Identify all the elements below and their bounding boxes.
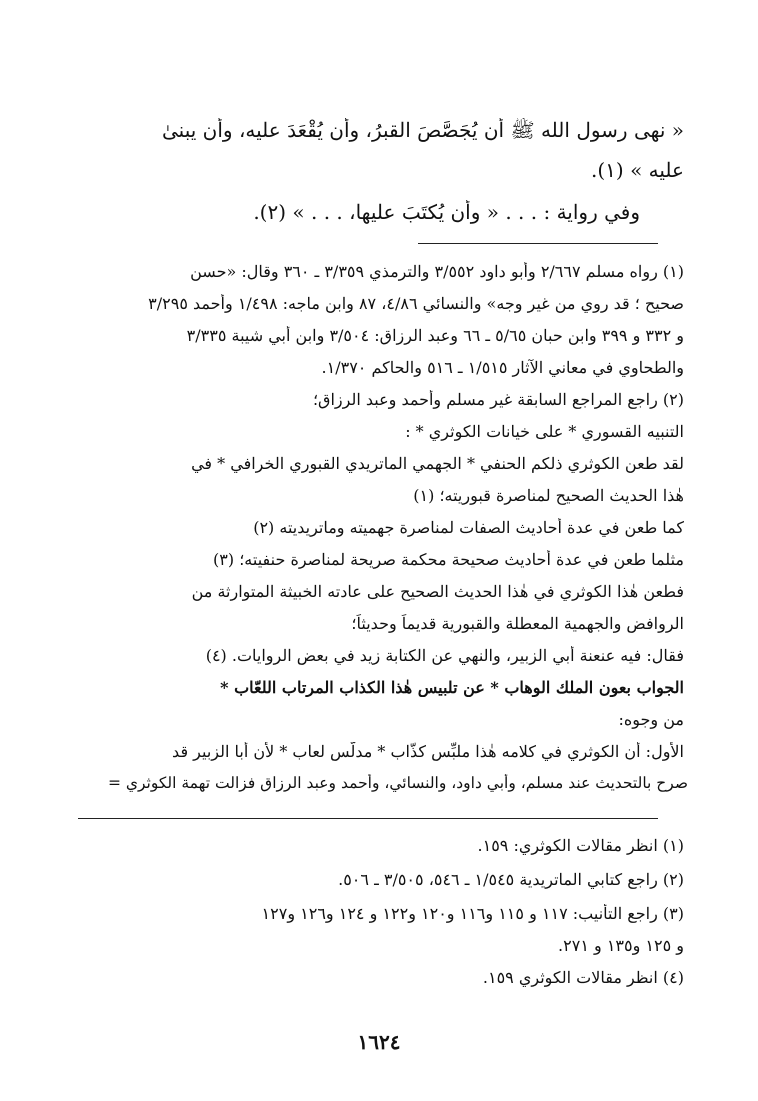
footnote-lower-3-line-1: (٣) راجع التأنيب: ١١٧ و ١١٥ و١١٦ و١٢٠ و١٢٢ و ١٢٤ و١٢٦ و١٢٧ — [261, 904, 684, 923]
main-text-line-2: عليه » (١). — [591, 158, 684, 182]
page-number: ١٦٢٤ — [357, 1030, 401, 1054]
footnote-lower-1: (١) انظر مقالات الكوثري: ١٥٩. — [477, 836, 684, 855]
footnote-separator-lower — [78, 818, 658, 819]
footnote-2-line-9: فقال: فيه عنعنة أبي الزبير، والنهي عن الكتابة زيد في بعض الروايات. (٤) — [205, 646, 684, 665]
footnote-lower-3-line-2: و ١٢٥ و١٣٥ و ٢٧١. — [558, 936, 684, 955]
footnote-separator-upper — [418, 243, 658, 244]
footnote-1-line-2: صحيح ؛ قد روي من غير وجه» والنسائي ٤/٨٦، ٨٧ وابن ماجه: ١/٤٩٨ وأحمد ٣/٢٩٥ — [148, 294, 684, 313]
footnote-1-line-3: و ٣٣٢ و ٣٩٩ وابن حبان ٥/٦٥ ـ ٦٦ وعبد الرزاق: ٣/٥٠٤ وابن أبي شيبة ٣/٣٣٥ — [186, 326, 684, 345]
footnote-2-heading: التنبيه القسوري * على خيانات الكوثري * : — [405, 422, 684, 441]
footnote-2-answer-heading: الجواب بعون الملك الوهاب * عن تلبيس هٰذا الكذاب المرتاب اللعّاب * — [220, 678, 684, 697]
footnote-2-line-6: مثلما طعن في عدة أحاديث صحيحة محكمة صريحة لمناصرة حنفيته؛ (٣) — [213, 550, 684, 569]
footnote-2-line-8: الروافض والجهمية المعطلة والقبورية قديماً وحديثاً؛ — [351, 614, 684, 633]
footnote-2-line-3: لقد طعن الكوثري ذلكم الحنفي * الجهمي الماتريدي القبوري الخرافي * في — [191, 454, 684, 473]
footnote-2-line-12: الأول: أن الكوثري في كلامه هٰذا ملبِّس كذّاب * مدلّس لعاب * لأن أبا الزبير قد — [172, 742, 684, 761]
footnote-lower-4: (٤) انظر مقالات الكوثري ١٥٩. — [482, 968, 684, 987]
footnote-2-line-1: (٢) راجع المراجع السابقة غير مسلم وأحمد وعبد الرزاق؛ — [312, 390, 684, 409]
footnote-2-line-11: من وجوه: — [618, 710, 684, 729]
footnote-2-line-4: هٰذا الحديث الصحيح لمناصرة قبوريته؛ (١) — [413, 486, 684, 505]
footnote-1-line-4: والطحاوي في معاني الآثار ١/٥١٥ ـ ٥١٦ والحاكم ١/٣٧٠. — [321, 358, 684, 377]
main-text-line-3: وفي رواية : . . . « وأن يُكتَبَ عليها، . . . » (٢). — [253, 200, 640, 224]
main-text-line-1: « نهى رسول الله ﷺ أن يُجَصَّصَ القبرُ، وأن يُقْعَدَ عليه، وأن يبنىٰ — [162, 118, 684, 142]
footnote-1-line-1: (١) رواه مسلم ٢/٦٦٧ وأبو داود ٣/٥٥٢ والترمذي ٣/٣٥٩ ـ ٣٦٠ وقال: «حسن — [190, 262, 684, 281]
footnote-2-line-5: كما طعن في عدة أحاديث الصفات لمناصرة جهميته وماتريديته (٢) — [253, 518, 684, 537]
footnote-2-line-13: صرح بالتحديث عند مسلم، وأبي داود، والنسائي، وأحمد وعبد الرزاق فزالت تهمة الكوثري = — [107, 774, 688, 792]
footnote-2-line-7: فطعن هٰذا الكوثري في هٰذا الحديث الصحيح على عادته الخبيثة المتوارثة من — [191, 582, 684, 601]
footnote-lower-2: (٢) راجع كتابي الماتريدية ١/٥٤٥ ـ ٥٤٦، ٣/٥٠٥ ـ ٥٠٦. — [338, 870, 684, 889]
